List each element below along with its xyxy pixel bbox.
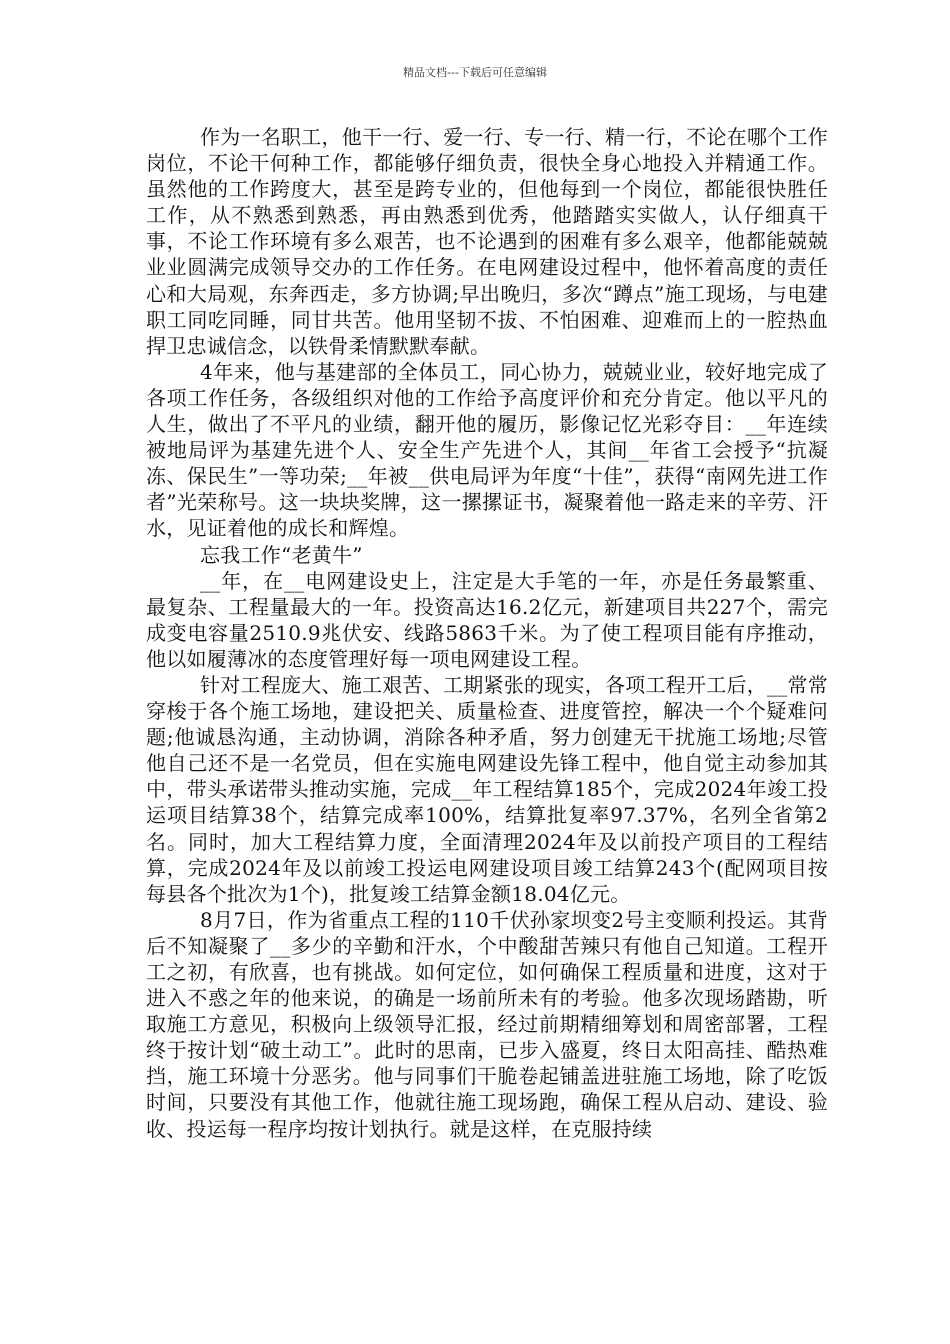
paragraph-4: 针对工程庞大、施工艰苦、工期紧张的现实，各项工程开工后，__常常穿梭于各个施工场地，建设把关、质量检查、进度管控，解决一个个疑难问题;他诚恳沟通，主动协调，消除各种矛盾，努力创建无干扰施工场地;尽管他自己还不是一名党员，但在实施电网建设先锋工程中，他自觉主动参加其中，带头承诺带头推动实施，完成__年工程结算185个，完成2024年竣工投运项目结算38个，结算完成率100%，结算批复率97.37%，名列全省第2名。同时，加大工程结算力度，全面清理2024年及以前投产项目的工程结算，完成2024年及以前竣工投运电网建设项目竣工结算243个(配网项目按每县各个批次为1个)，批复竣工结算金额18.04亿元。 [146, 672, 828, 906]
paragraph-3: __年，在__电网建设史上，注定是大手笔的一年，亦是任务最繁重、最复杂、工程量最大的一年。投资高达16.2亿元，新建项目共227个，需完成变电容量2510.9兆伏安、线路5863千米。为了使工程项目能有序推动，他以如履薄冰的态度管理好每一项电网建设工程。 [146, 568, 828, 671]
paragraph-5: 8月7日，作为省重点工程的110千伏孙家坝变2号主变顺利投运。其背后不知凝聚了__多少的辛勤和汗水，个中酸甜苦辣只有他自己知道。工程开工之初，有欣喜，也有挑战。如何定位，如何确保工程质量和进度，这对于进入不惑之年的他来说，的确是一场前所未有的考验。他多次现场踏勘，听取施工方意见，积极向上级领导汇报，经过前期精细筹划和周密部署，工程终于按计划“破土动工”。此时的思南，已步入盛夏，终日太阳高挂、酷热难挡，施工环境十分恶劣。他与同事们干脆卷起铺盖进驻施工场地，除了吃饭时间，只要没有其他工作，他就往施工现场跑，确保工程从启动、建设、验收、投运每一程序均按计划执行。就是这样，在克服持续 [146, 907, 828, 1141]
document-body [146, 124, 828, 1324]
paragraph-2: 4年来，他与基建部的全体员工，同心协力，兢兢业业，较好地完成了各项工作任务，各级组织对他的工作给予高度评价和充分肯定。他以平凡的人生，做出了不平凡的业绩，翻开他的履历，影像记忆光彩夺目：__年连续被地局评为基建先进个人、安全生产先进个人，其间__年省工会授予“抗凝冻、保民生”一等功荣;__年被__供电局评为年度“十佳”，获得“南网先进工作者”光荣称号。这一块块奖牌，这一摞摞证书，凝聚着他一路走来的辛劳、汗水，见证着他的成长和辉煌。 [146, 359, 828, 541]
section-heading: 忘我工作“老黄牛” [200, 542, 363, 567]
page-header: 精品文档---下载后可任意编辑 [403, 66, 547, 79]
paragraph-1: 作为一名职工，他干一行、爱一行、专一行、精一行，不论在哪个工作岗位，不论干何种工作，都能够仔细负责，很快全身心地投入并精通工作。虽然他的工作跨度大，甚至是跨专业的，但他每到一个岗位，都能很快胜任工作，从不熟悉到熟悉，再由熟悉到优秀，他踏踏实实做人，认仔细真干事，不论工作环境有多么艰苦，也不论遇到的困难有多么艰辛，他都能兢兢业业圆满完成领导交办的工作任务。在电网建设过程中，他怀着高度的责任心和大局观，东奔西走，多方协调;早出晚归，多次“蹲点”施工现场，与电建职工同吃同睡，同甘共苦。他用坚韧不拔、不怕困难、迎难而上的一腔热血捍卫忠诚信念，以铁骨柔情默默奉献。 [146, 125, 828, 358]
